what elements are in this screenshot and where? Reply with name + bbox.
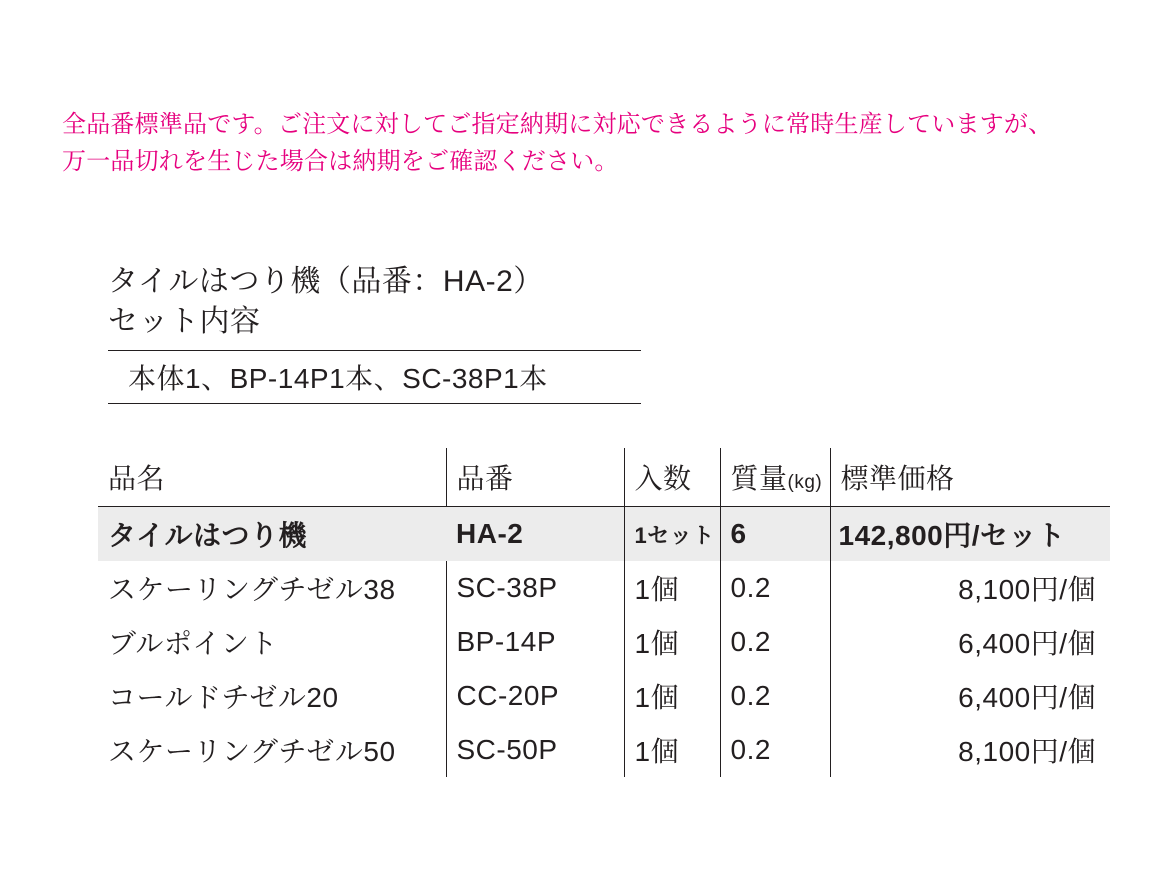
notice-line-2: 万一品切れを生じた場合は納期をご確認ください。: [62, 148, 619, 176]
cell-code: CC‑20P: [446, 669, 624, 723]
cell-qty: 1個: [624, 561, 720, 615]
column-header-mass-unit: (kg): [787, 472, 823, 493]
product-price-table: [98, 448, 1110, 777]
cell-qty: 1個: [624, 723, 720, 777]
cell-qty: 1個: [624, 669, 720, 723]
cell-mass: 0.2: [720, 669, 830, 723]
column-header-name: 品名: [98, 448, 446, 507]
column-header-mass-label: 質量: [730, 463, 788, 494]
cell-code: HA‑2: [446, 507, 624, 562]
column-header-code: 品番: [446, 448, 624, 507]
cell-price: 8,100円/個: [830, 561, 1110, 615]
set-title-line-2: セット内容: [108, 304, 261, 338]
column-header-price: 標準価格: [830, 448, 1110, 507]
table-row: [98, 615, 1110, 669]
cell-mass: 0.2: [720, 561, 830, 615]
cell-name: スケーリングチゼル38: [108, 574, 396, 605]
notice-line-1: 全品番標準品です。ご注文に対してご指定納期に対応できるように常時生産していますが、: [62, 111, 1053, 138]
table-row: [98, 723, 1110, 777]
cell-mass: 0.2: [720, 615, 830, 669]
column-header-mass: [720, 448, 830, 507]
cell-code: SC‑38P: [446, 561, 624, 615]
column-header-qty: 入数: [624, 448, 720, 507]
cell-qty: 1セット: [624, 507, 720, 562]
cell-price: 6,400円/個: [830, 615, 1110, 669]
cell-mass: 6: [720, 507, 830, 562]
table-row: [98, 507, 1110, 562]
cell-code: SC‑50P: [446, 723, 624, 777]
cell-price: 8,100円/個: [830, 723, 1110, 777]
cell-price: 6,400円/個: [830, 669, 1110, 723]
table-row: [98, 561, 1110, 615]
availability-notice: [62, 106, 1122, 180]
cell-name: スケーリングチゼル50: [108, 736, 396, 767]
cell-price: 142,800円/セット: [830, 507, 1110, 562]
set-contents-text: 本体1、BP‑14P1本、SC‑38P1本: [108, 350, 641, 404]
set-title-line-1: タイルはつり機（品番：HA‑2）: [108, 265, 544, 298]
cell-mass: 0.2: [720, 723, 830, 777]
table-header-row: [98, 448, 1110, 507]
cell-code: BP‑14P: [446, 615, 624, 669]
cell-name: タイルはつり機: [98, 507, 446, 562]
cell-qty: 1個: [624, 615, 720, 669]
table-row: [98, 669, 1110, 723]
cell-name: コールドチゼル20: [108, 682, 339, 713]
cell-name: ブルポイント: [108, 628, 278, 659]
table-body: [98, 507, 1110, 778]
set-contents-block: [108, 262, 668, 404]
